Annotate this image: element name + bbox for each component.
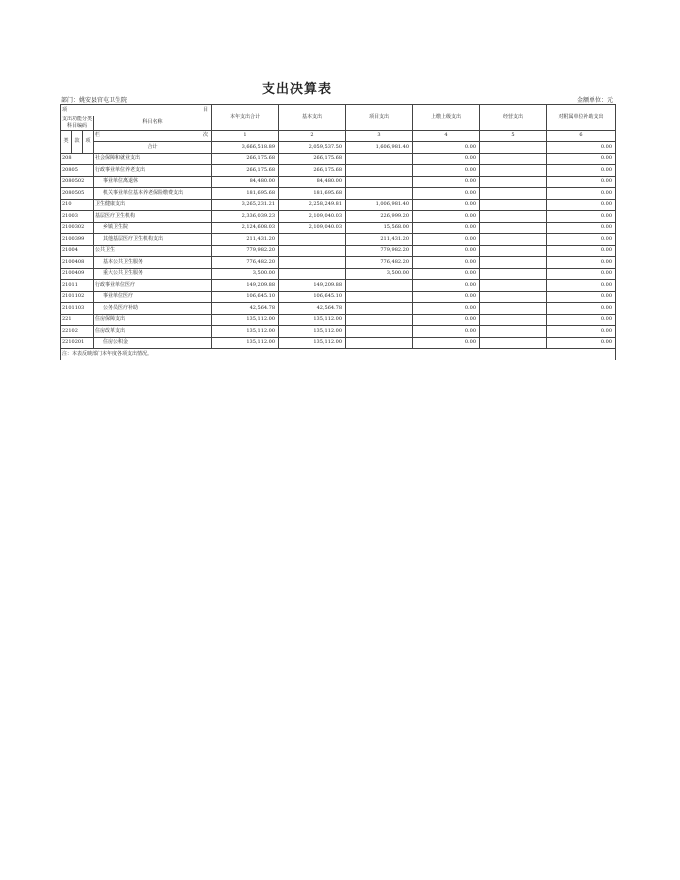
row-value: 1,006,981.40	[346, 199, 413, 211]
row-value: 84,480.00	[212, 176, 279, 188]
row-value: 779,982.20	[346, 245, 413, 257]
row-value	[480, 257, 547, 269]
row-code: 208	[61, 153, 94, 165]
row-code: 21011	[61, 280, 94, 292]
row-value: 0.00	[413, 153, 480, 165]
row-value	[480, 153, 547, 165]
table-row	[61, 303, 616, 315]
header-col-total: 本年支出合计	[212, 105, 279, 131]
row-code: 210	[61, 199, 94, 211]
header-mu: 目	[203, 106, 209, 113]
row-value: 0.00	[547, 303, 616, 315]
row-value: 2,258,249.81	[279, 199, 346, 211]
row-value: 0.00	[547, 199, 616, 211]
row-value	[480, 188, 547, 200]
row-name: 卫生健康支出	[94, 199, 212, 211]
row-value: 0.00	[413, 303, 480, 315]
row-value: 0.00	[547, 234, 616, 246]
row-code: 2100408	[61, 257, 94, 269]
row-value: 0.00	[413, 165, 480, 177]
row-value	[279, 268, 346, 280]
header-col-basic: 基本支出	[279, 105, 346, 131]
row-value: 779,982.20	[212, 245, 279, 257]
total-value: 3,666,518.89	[212, 142, 279, 154]
row-code: 221	[61, 314, 94, 326]
row-value: 3,500.00	[346, 268, 413, 280]
row-value	[279, 257, 346, 269]
header-col-project: 项目支出	[346, 105, 413, 131]
col-num-5: 5	[480, 130, 547, 142]
row-value: 0.00	[413, 188, 480, 200]
row-code: 2100302	[61, 222, 94, 234]
header-xiang2: 项	[83, 130, 94, 153]
row-name: 行政事业单位养老支出	[94, 165, 212, 177]
row-value: 0.00	[413, 211, 480, 223]
row-value: 149,209.88	[279, 280, 346, 292]
row-code: 2100409	[61, 268, 94, 280]
row-value: 2,124,608.03	[212, 222, 279, 234]
table-row	[61, 211, 616, 223]
row-value: 15,568.00	[346, 222, 413, 234]
row-value: 0.00	[547, 176, 616, 188]
row-value: 266,175.68	[212, 165, 279, 177]
table-row	[61, 257, 616, 269]
row-value: 181,695.68	[279, 188, 346, 200]
row-value: 0.00	[547, 257, 616, 269]
row-code: 21004	[61, 245, 94, 257]
header-col-upper: 上缴上级支出	[413, 105, 480, 131]
unit-label: 金额单位：元	[576, 97, 613, 104]
row-value: 0.00	[547, 337, 616, 349]
col-num-6: 6	[547, 130, 616, 142]
row-value: 135,112.00	[212, 337, 279, 349]
row-name: 其他基层医疗卫生机构支出	[94, 234, 212, 246]
row-value: 135,112.00	[212, 314, 279, 326]
table-row	[61, 245, 616, 257]
row-value: 135,112.00	[279, 314, 346, 326]
table-row	[61, 337, 616, 349]
row-value	[346, 176, 413, 188]
row-value: 211,431.20	[346, 234, 413, 246]
total-value: 1,606,981.40	[346, 142, 413, 154]
row-value: 0.00	[413, 234, 480, 246]
row-value: 106,645.10	[279, 291, 346, 303]
row-name: 事业单位离退休	[94, 176, 212, 188]
row-value	[480, 291, 547, 303]
row-name: 事业单位医疗	[94, 291, 212, 303]
table-row	[61, 176, 616, 188]
row-value: 0.00	[547, 222, 616, 234]
row-value	[480, 280, 547, 292]
row-value	[480, 326, 547, 338]
table-row	[61, 326, 616, 338]
table-row	[61, 234, 616, 246]
header-col-subsidy: 对附属单位补助支出	[547, 105, 616, 131]
row-value: 181,695.68	[212, 188, 279, 200]
row-value: 0.00	[413, 245, 480, 257]
row-value: 2,109,040.03	[279, 211, 346, 223]
row-code: 2210201	[61, 337, 94, 349]
row-value: 3,500.00	[212, 268, 279, 280]
row-value: 0.00	[547, 153, 616, 165]
row-value	[346, 303, 413, 315]
row-value: 135,112.00	[212, 326, 279, 338]
total-value: 0.00	[413, 142, 480, 154]
row-value: 106,645.10	[212, 291, 279, 303]
row-code: 2080502	[61, 176, 94, 188]
row-value	[480, 268, 547, 280]
header-ci: 次	[203, 132, 209, 139]
table-row	[61, 314, 616, 326]
total-row	[61, 142, 616, 154]
row-value	[480, 199, 547, 211]
row-value	[480, 176, 547, 188]
row-code: 2100399	[61, 234, 94, 246]
row-value: 0.00	[413, 257, 480, 269]
header-lan: 栏	[95, 132, 101, 139]
row-value: 0.00	[547, 280, 616, 292]
row-value: 0.00	[547, 165, 616, 177]
row-value: 3,265,231.21	[212, 199, 279, 211]
row-value: 0.00	[547, 291, 616, 303]
row-value	[480, 165, 547, 177]
row-value	[346, 326, 413, 338]
row-value: 0.00	[413, 337, 480, 349]
row-name: 公共卫生	[94, 245, 212, 257]
row-value: 226,999.20	[346, 211, 413, 223]
row-value: 0.00	[413, 280, 480, 292]
table-row	[61, 188, 616, 200]
col-num-1: 1	[212, 130, 279, 142]
row-value	[346, 153, 413, 165]
row-value: 0.00	[413, 268, 480, 280]
row-value: 0.00	[547, 211, 616, 223]
row-name: 基层医疗卫生机构	[94, 211, 212, 223]
row-code: 2080505	[61, 188, 94, 200]
row-value: 266,175.68	[212, 153, 279, 165]
row-value: 211,431.20	[212, 234, 279, 246]
row-value: 0.00	[547, 188, 616, 200]
row-value: 0.00	[413, 176, 480, 188]
total-value	[480, 142, 547, 154]
row-name: 住房改革支出	[94, 326, 212, 338]
row-value: 776,482.20	[212, 257, 279, 269]
row-value: 149,209.88	[212, 280, 279, 292]
header-lan-ci	[94, 130, 212, 142]
col-num-3: 3	[346, 130, 413, 142]
row-value: 2,109,040.03	[279, 222, 346, 234]
total-label: 合计	[94, 142, 212, 154]
row-code: 2101102	[61, 291, 94, 303]
row-name: 重大公共卫生服务	[94, 268, 212, 280]
row-value: 0.00	[547, 268, 616, 280]
header-xiang: 项	[62, 106, 68, 113]
row-name: 住房保障支出	[94, 314, 212, 326]
row-value: 0.00	[547, 314, 616, 326]
row-value	[279, 245, 346, 257]
table-row	[61, 199, 616, 211]
header-row-1	[61, 105, 616, 116]
row-value: 135,112.00	[279, 337, 346, 349]
row-value	[480, 303, 547, 315]
row-value	[480, 337, 547, 349]
row-value: 42,564.78	[212, 303, 279, 315]
table-row	[61, 280, 616, 292]
row-value	[480, 222, 547, 234]
total-value: 2,059,537.50	[279, 142, 346, 154]
row-value	[346, 280, 413, 292]
row-value: 776,482.20	[346, 257, 413, 269]
row-value: 2,336,039.23	[212, 211, 279, 223]
header-code-col: 支出功能分类科目编码	[62, 115, 93, 129]
row-name: 住房公积金	[94, 337, 212, 349]
row-value: 0.00	[413, 222, 480, 234]
row-value: 0.00	[413, 199, 480, 211]
col-num-4: 4	[413, 130, 480, 142]
row-code: 22102	[61, 326, 94, 338]
table-note: 注：本表反映部门本年度各项支出情况。	[61, 349, 616, 360]
row-value	[346, 337, 413, 349]
department-label: 部门：姚安县官屯卫生院	[61, 97, 128, 104]
header-kuan: 款	[72, 130, 83, 153]
col-num-2: 2	[279, 130, 346, 142]
table-row	[61, 268, 616, 280]
row-name: 行政事业单位医疗	[94, 280, 212, 292]
row-value	[346, 314, 413, 326]
row-code: 2101103	[61, 303, 94, 315]
table-row	[61, 153, 616, 165]
row-value: 135,112.00	[279, 326, 346, 338]
table-row	[61, 165, 616, 177]
row-value: 0.00	[413, 314, 480, 326]
row-value: 0.00	[547, 245, 616, 257]
row-value: 0.00	[413, 326, 480, 338]
row-code: 20805	[61, 165, 94, 177]
table-row	[61, 222, 616, 234]
expenditure-table	[60, 104, 616, 360]
row-value: 0.00	[413, 291, 480, 303]
row-value: 266,175.68	[279, 165, 346, 177]
row-name: 机关事业单位基本养老保险缴费支出	[94, 188, 212, 200]
row-value: 0.00	[547, 326, 616, 338]
row-name: 乡镇卫生院	[94, 222, 212, 234]
note-row	[61, 349, 616, 360]
header-xiang-mu	[61, 105, 212, 116]
row-code: 21003	[61, 211, 94, 223]
row-value	[346, 291, 413, 303]
row-value: 266,175.68	[279, 153, 346, 165]
row-name: 公务员医疗补助	[94, 303, 212, 315]
row-value	[279, 234, 346, 246]
row-value	[480, 211, 547, 223]
header-col-business: 经营支出	[480, 105, 547, 131]
report-title: 支出决算表	[261, 82, 332, 97]
header-name-col: 科目名称	[94, 116, 212, 131]
row-value	[480, 245, 547, 257]
row-value	[480, 314, 547, 326]
table-row	[61, 291, 616, 303]
header-lei: 类	[61, 130, 72, 153]
header-row-lei	[61, 130, 616, 142]
total-value: 0.00	[547, 142, 616, 154]
row-name: 基本公共卫生服务	[94, 257, 212, 269]
row-value: 84,480.00	[279, 176, 346, 188]
row-value	[346, 165, 413, 177]
row-name: 社会保障和就业支出	[94, 153, 212, 165]
row-value: 42,564.78	[279, 303, 346, 315]
row-value	[480, 234, 547, 246]
row-value	[346, 188, 413, 200]
